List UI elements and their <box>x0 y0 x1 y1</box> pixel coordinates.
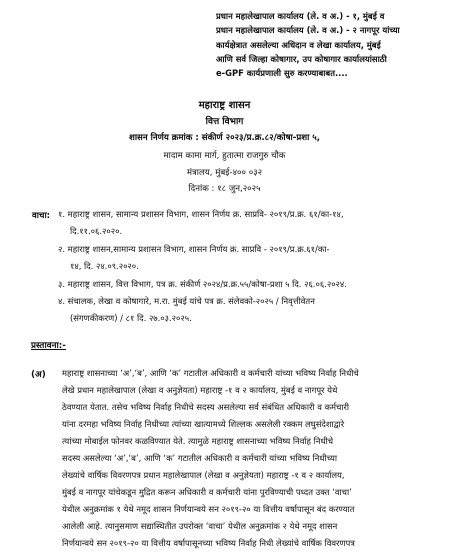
address-line: मंत्रालय, मुंबई-४०० ०३२ <box>186 168 263 178</box>
resolution-number: शासन निर्णय क्रमांक : संकीर्ण २०२३/प्र.क्र.८२/कोषा-प्रशा ५, <box>128 133 321 143</box>
paragraph-line: आलेली आहे. त्यानुसमाण सद्यास्थितीत उपरोक्त ‘वाचा’ येथील अनुक्रमांक २ येथे नमूद शासन <box>62 521 338 531</box>
reference-line: १. महाराष्ट्र शासन, सामान्य प्रशासन विभाग, शासन निर्णय क्र. साप्रवि- २०१९/प्र.क्र. ६१/का-१४, <box>58 209 344 219</box>
subject-block <box>216 9 442 80</box>
reference-line: २. महाराष्ट्र शासन,सामान्य प्रशासन विभाग, शासन निर्णय क्र. साप्रवि - २०१९/प्र.क्र.६१/का- <box>58 244 330 254</box>
subject-line: e-GPF कार्यप्रणाली सुरु करण्याबाबत.... <box>216 68 348 79</box>
reference-line: १४, दि. २४.०९.२०२०. <box>70 261 139 271</box>
resolution-date: दिनांक : १८ जुन,२०२५ <box>188 184 261 194</box>
department-heading: वित्त विभाग <box>205 117 244 127</box>
reference-line: (संगणकीकरण) / ८१ दि. २७.०३.२०२५. <box>70 313 192 323</box>
subject-line: प्रधान महालेखापाल कार्यालय (ले. व अ.) - २ नागपूर यांच्या <box>216 25 400 36</box>
address-line: मादाम कामा मार्ग, हुतात्मा राजगुरु चौक <box>163 151 286 161</box>
paragraph-line: येथील अनुक्रमांक १ येथे नमूद शासन निर्णयान्वये सन २०१९-२० या वित्तीय वर्षापासून बंद करण्यात <box>62 504 355 514</box>
government-heading: महाराष्ट्र शासन <box>198 100 251 111</box>
paragraph-line: निर्णयान्वये सन २०१९-२० या वित्तीय वर्षापासूनच्या भविष्य निर्वाह निधी लेख्यांचे वार्षिक विवरणपत्र <box>62 538 355 548</box>
paragraph-line: यांना दरमहा भविष्य निर्वाह निधीच्या त्यांच्या खात्यामध्ये शिल्लक असलेली रक्कम लघुसंदेशाद्वारे <box>62 419 345 429</box>
subject-line: आणि सर्व जिल्हा कोषागार, उप कोषागार कार्यालयांसाठी <box>216 53 387 64</box>
paragraph-line: सदस्य असलेल्या ‘अ’,‘ब’, आणि ‘क’ गटातील अधिकारी व कर्मचारी यांच्या भविष्य निधीच्या <box>62 453 338 463</box>
paragraph-line: महाराष्ट्र शासनाच्या ‘अ’,‘ब’, आणि ‘क’ गटातील अधिकारी व कर्मचारी यांच्या भविष्य निर्वाह निधीचे <box>62 368 359 378</box>
intro-heading: प्रस्तावना:- <box>31 341 66 351</box>
paragraph-line: लेखे प्रधान महालेखापाल (लेखा व अनुज्ञेयता) महाराष्ट्र -१ व २ कार्यालय, मुंबई व नागपूर येथे <box>62 385 338 395</box>
references-label: वाचा: <box>32 211 51 221</box>
subject-line: प्रधान महालेखापाल कार्यालय (ले. व अ.) - १, मुंबई व <box>216 11 385 21</box>
paragraph-line: लेख्यांचे वार्षिक विवरणपत्र प्रधान महालेखापाल (लेखा व अनुज्ञेयता) महाराष्ट्र -१ व २ कार्यालय, <box>62 470 345 480</box>
reference-line: दि.११.०६.२०२०. <box>70 226 123 236</box>
reference-line: ३. महाराष्ट्र शासन, वित्त विभाग, पत्र क्र. संकीर्ण २०२४/प्र.क्र.५५/कोषा-प्रशा ५ दि. २६.०६.२०२४. <box>58 279 347 289</box>
reference-line: ४. संचालक, लेखा व कोषागारे, म.रा. मुंबई यांचे पत्र क्र. संलेवको-२०२५ / निवृत्तीवेतन <box>58 296 315 306</box>
subject-line: कार्यक्षेत्रात असलेल्या अधिदान व लेखा कार्यालय, मुंबई <box>216 39 381 50</box>
paragraph-line: मुंबई व नागपूर यांचेकडून मुद्रित करून अधिकारी व कर्मचारी यांना पुरविण्याची पध्दत उक्त ‘वाचा’ <box>62 487 352 497</box>
paragraph-line: त्यांच्या मोबाईल फोनवर कळविण्यात येते. त्यामुळे महाराष्ट्र शासनाच्या भविष्य निर्वाह निधीचे <box>62 436 334 446</box>
paragraph-line: ठेवण्यात येतात. तसेच भविष्य निर्वाह निधीचे सदस्य असलेल्या सर्व संबंधित अधिकारी व कर्मचारी <box>62 402 350 412</box>
paragraph-marker: (अ) <box>31 370 46 380</box>
